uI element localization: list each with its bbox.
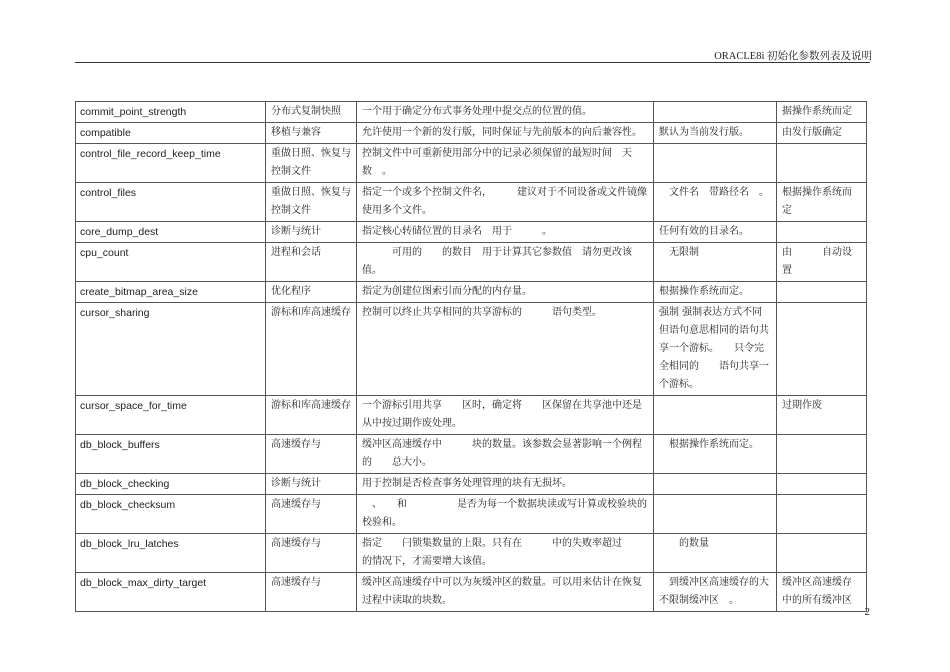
cell-name: db_block_buffers: [76, 435, 266, 474]
table-row: [76, 303, 867, 396]
cell-description: 指定核心转储位置的目录名 用于 。: [357, 222, 654, 243]
table-row: [76, 474, 867, 495]
table-row: [76, 396, 867, 435]
cell-default: 的数量: [654, 534, 777, 573]
cell-range: [777, 303, 867, 396]
cell-description: 可用的 的数目 用于计算其它参数值 请勿更改该值。: [357, 243, 654, 282]
cell-name: cursor_space_for_time: [76, 396, 266, 435]
cell-description: 指定为创建位图索引而分配的内存量。: [357, 282, 654, 303]
cell-description: 指定 闩锁集数量的上限。只有在 中的失败率超过 的情况下，才需要增大该值。: [357, 534, 654, 573]
cell-category: 游标和库高速缓存: [266, 303, 357, 396]
cell-range: 由 自动设置: [777, 243, 867, 282]
header-title: ORACLE8i 初始化参数列表及说明: [714, 51, 872, 62]
parameter-table: [75, 101, 867, 612]
table-row: [76, 495, 867, 534]
cell-default: [654, 474, 777, 495]
cell-default: [654, 102, 777, 123]
cell-range: [777, 474, 867, 495]
table-row: [76, 222, 867, 243]
table-row: [76, 573, 867, 612]
cell-category: 进程和会话: [266, 243, 357, 282]
cell-category: 重做日照、恢复与控制文件: [266, 144, 357, 183]
table-row: [76, 282, 867, 303]
cell-category: 游标和库高速缓存: [266, 396, 357, 435]
cell-range: [777, 144, 867, 183]
cell-range: 根据操作系统而定: [777, 183, 867, 222]
cell-description: 、 和 是否为每一个数据块读或写计算或校验块的校验和。: [357, 495, 654, 534]
cell-default: [654, 495, 777, 534]
cell-description: 用于控制是否检查事务处理管理的块有无损坏。: [357, 474, 654, 495]
cell-category: 分布式复制快照: [266, 102, 357, 123]
cell-default: [654, 396, 777, 435]
cell-range: 缓冲区高速缓存中的所有缓冲区: [777, 573, 867, 612]
cell-category: 优化程序: [266, 282, 357, 303]
cell-category: 高速缓存与: [266, 495, 357, 534]
cell-name: db_block_checksum: [76, 495, 266, 534]
cell-default: 根据操作系统而定。: [654, 435, 777, 474]
cell-range: [777, 534, 867, 573]
cell-range: 据操作系统而定: [777, 102, 867, 123]
cell-category: 高速缓存与: [266, 573, 357, 612]
cell-description: 缓冲区高速缓存中可以为灰缓冲区的数量。可以用来估计在恢复过程中读取的块数。: [357, 573, 654, 612]
cell-description: 允许使用一个新的发行版，同时保证与先前版本的向后兼容性。: [357, 123, 654, 144]
cell-name: db_block_lru_latches: [76, 534, 266, 573]
cell-description: 指定一个或多个控制文件名， 建议对于不同设备或文件镜像使用多个文件。: [357, 183, 654, 222]
table-row: [76, 144, 867, 183]
cell-name: control_files: [76, 183, 266, 222]
cell-default: 强制 强制表达方式不同但语句意思相同的语句共享一个游标。 只令完全相同的 语句共享一个游标。: [654, 303, 777, 396]
cell-name: core_dump_dest: [76, 222, 266, 243]
table-row: [76, 243, 867, 282]
cell-default: [654, 144, 777, 183]
cell-range: [777, 495, 867, 534]
table-row: [76, 102, 867, 123]
cell-description: 缓冲区高速缓存中 块的数量。该参数会显著影响一个例程的 总大小。: [357, 435, 654, 474]
cell-range: 由发行版确定: [777, 123, 867, 144]
cell-range: 过期作废: [777, 396, 867, 435]
cell-name: db_block_checking: [76, 474, 266, 495]
cell-category: 高速缓存与: [266, 435, 357, 474]
table-row: [76, 435, 867, 474]
header-rule: [75, 62, 870, 63]
cell-name: cursor_sharing: [76, 303, 266, 396]
table-row: [76, 534, 867, 573]
cell-description: 控制可以终止共享相同的共享游标的 语句类型。: [357, 303, 654, 396]
cell-category: 诊断与统计: [266, 474, 357, 495]
cell-range: [777, 435, 867, 474]
cell-description: 控制文件中可重新使用部分中的记录必须保留的最短时间 天数 。: [357, 144, 654, 183]
page-number: 2: [864, 606, 870, 618]
cell-default: 默认为当前发行版。: [654, 123, 777, 144]
cell-category: 高速缓存与: [266, 534, 357, 573]
cell-category: 重做日照、恢复与控制文件: [266, 183, 357, 222]
cell-default: 文件名 带路径名 。: [654, 183, 777, 222]
cell-name: commit_point_strength: [76, 102, 266, 123]
cell-category: 诊断与统计: [266, 222, 357, 243]
cell-default: 任何有效的目录名。: [654, 222, 777, 243]
cell-name: db_block_max_dirty_target: [76, 573, 266, 612]
cell-category: 移植与兼容: [266, 123, 357, 144]
cell-description: 一个用于确定分布式事务处理中提交点的位置的值。: [357, 102, 654, 123]
cell-name: compatible: [76, 123, 266, 144]
cell-default: 到缓冲区高速缓存的大 不限制缓冲区 。: [654, 573, 777, 612]
cell-name: cpu_count: [76, 243, 266, 282]
cell-default: 无限制: [654, 243, 777, 282]
table-row: [76, 123, 867, 144]
cell-name: control_file_record_keep_time: [76, 144, 266, 183]
page-header: [0, 48, 950, 64]
cell-default: 根据操作系统而定。: [654, 282, 777, 303]
cell-description: 一个游标引用共享 区时，确定将 区保留在共享池中还是从中按过期作废处理。: [357, 396, 654, 435]
cell-range: [777, 282, 867, 303]
cell-range: [777, 222, 867, 243]
cell-name: create_bitmap_area_size: [76, 282, 266, 303]
table-row: [76, 183, 867, 222]
